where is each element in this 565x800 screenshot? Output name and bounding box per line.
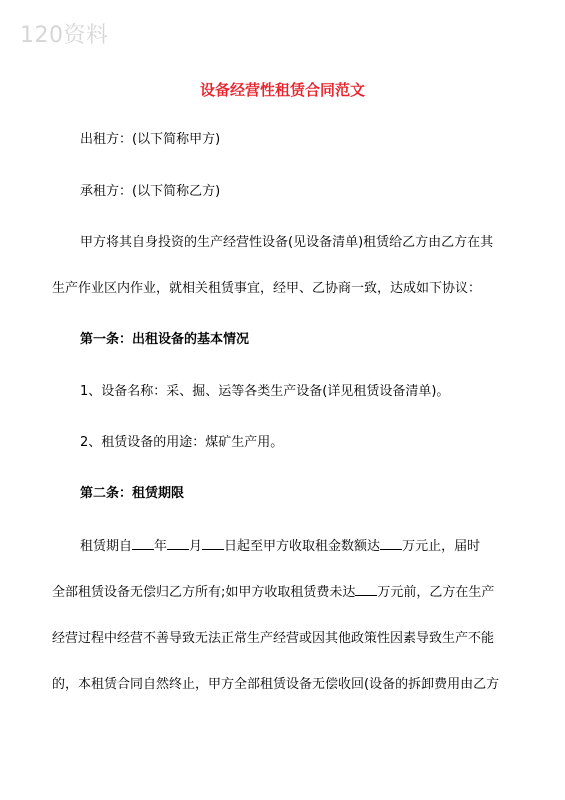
article-2-heading: 第二条：租赁期限 [80, 486, 185, 501]
lessor-line: 出租方：(以下简称甲方) [80, 132, 221, 147]
text-segment: 月 [189, 539, 203, 554]
article-2-line-1 [80, 537, 550, 556]
intro-paragraph-line-2: 生产作业区内作业，就相关租赁事宜，经甲、乙协商一致，达成如下协议： [52, 281, 482, 296]
article-2-line-4: 的，本租赁合同自然终止，甲方全部租赁设备无偿收回(设备的拆卸费用由乙方 [52, 677, 500, 692]
lessee-line: 承租方：(以下简称乙方) [80, 184, 221, 199]
blank-field [167, 537, 189, 550]
blank-field [380, 537, 402, 550]
text-segment: 万元止，届时 [402, 539, 481, 554]
blank-field [355, 583, 377, 596]
text-segment: 年 [154, 539, 168, 554]
text-segment: 日起至甲方收取租金数额达 [224, 539, 381, 554]
article-1-item-2: 2、租赁设备的用途：煤矿生产用。 [80, 435, 284, 450]
intro-paragraph-line-1: 甲方将其自身投资的生产经营性设备(见设备清单)租赁给乙方由乙方在其 [80, 235, 494, 250]
text-segment: 万元前，乙方在生产 [377, 585, 495, 600]
document-title: 设备经营性租赁合同范文 [199, 81, 365, 99]
article-1-heading: 第一条：出租设备的基本情况 [80, 332, 250, 347]
blank-field [132, 537, 154, 550]
article-2-line-3: 经营过程中经营不善导致无法正常生产经营或因其他政策性因素导致生产不能 [52, 631, 495, 646]
blank-field [202, 537, 224, 550]
text-segment: 租赁期自 [80, 539, 133, 554]
article-1-item-1: 1、设备名称：采、掘、运等各类生产设备(详见租赁设备清单)。 [80, 384, 450, 399]
article-2-line-2 [52, 583, 522, 602]
text-segment: 全部租赁设备无偿归乙方所有;如甲方收取租赁费未达 [52, 585, 356, 600]
watermark: 120资料 [20, 23, 109, 48]
